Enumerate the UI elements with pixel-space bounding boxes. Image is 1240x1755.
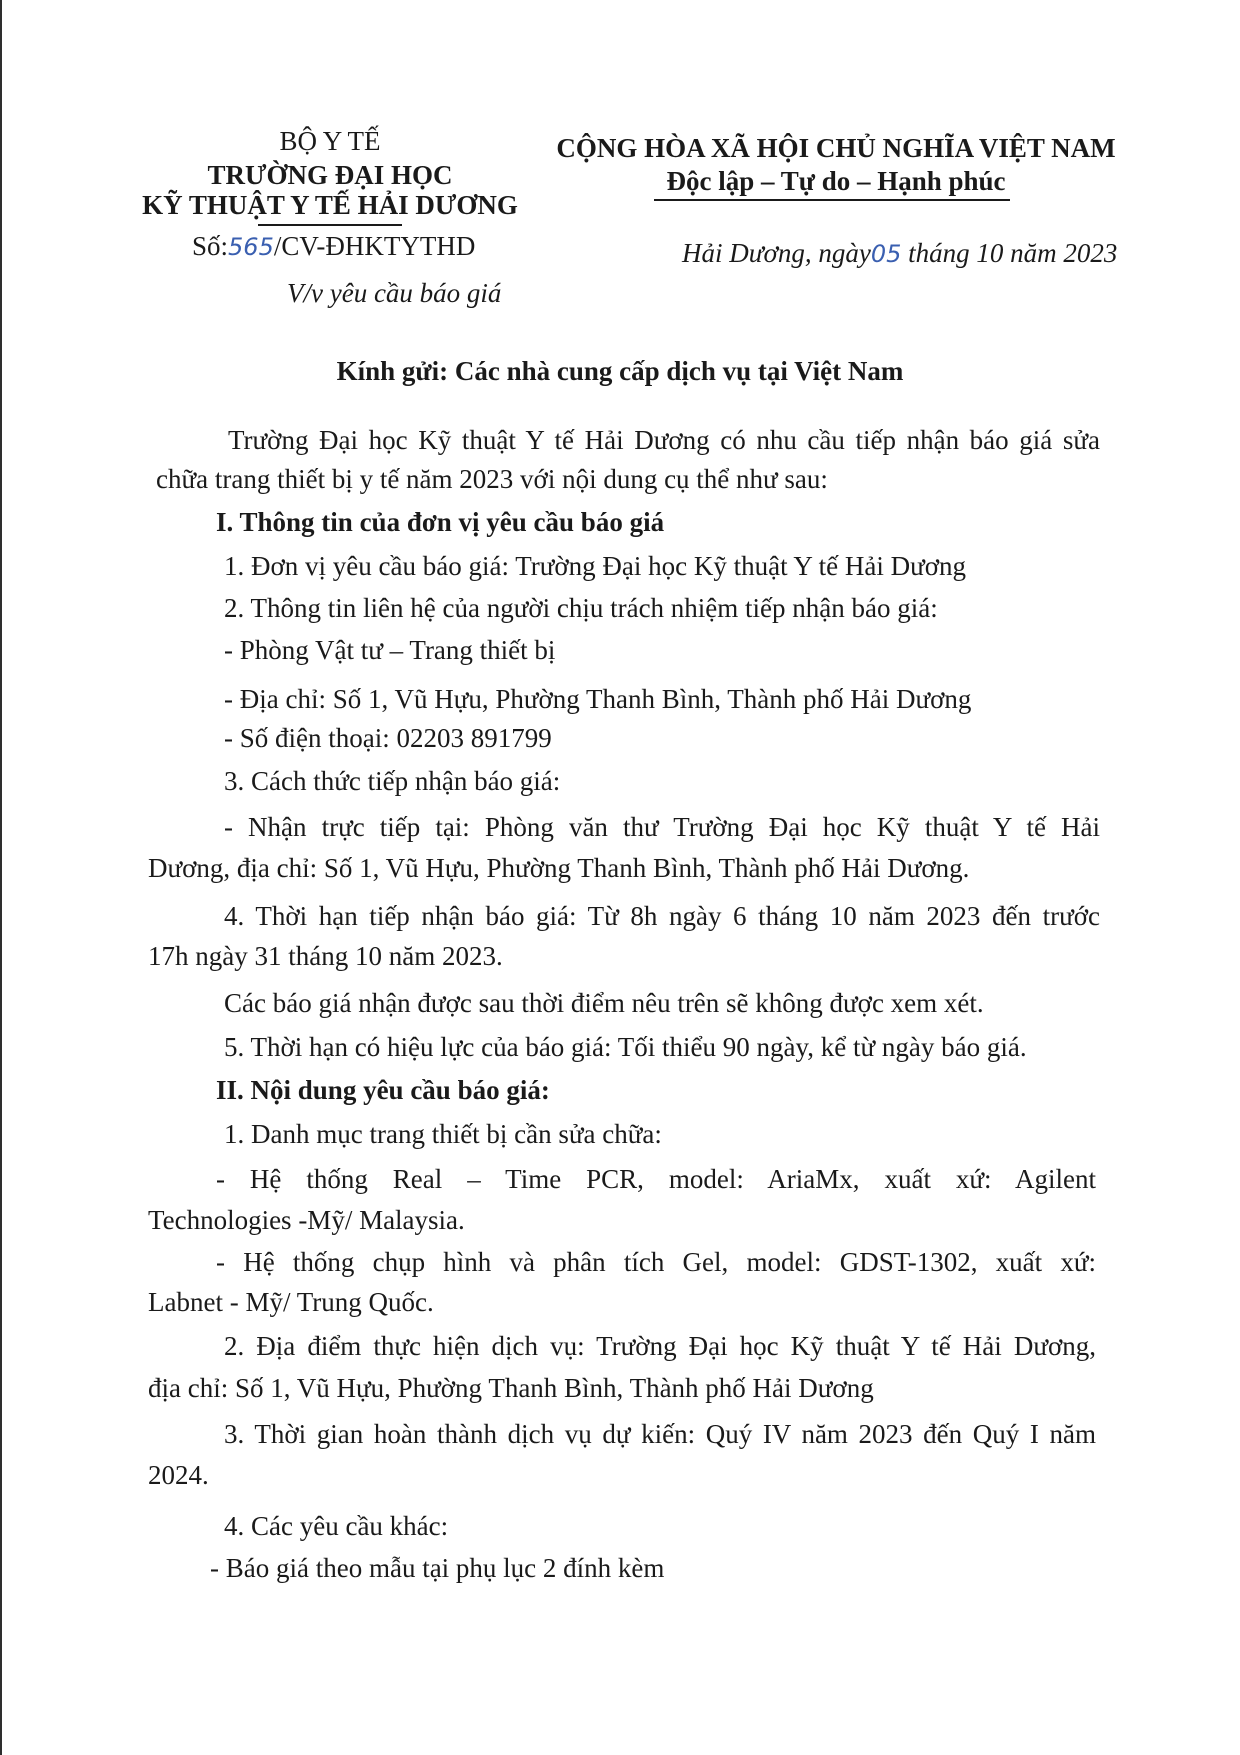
- country-name: CỘNG HÒA XÃ HỘI CHỦ NGHĨA VIỆT NAM: [556, 133, 1116, 163]
- document-subject: V/v yêu cầu báo giá: [287, 278, 502, 308]
- s1-direct-line-1: - Nhận trực tiếp tại: Phòng văn thư Trường Đại học Kỹ thuật Y tế Hải: [224, 812, 1100, 842]
- doc-no-handwritten: 565: [228, 233, 274, 261]
- school-name-line1: TRƯỜNG ĐẠI HỌC: [207, 160, 453, 190]
- section-1-heading: I. Thông tin của đơn vị yêu cầu báo giá: [216, 507, 665, 537]
- s2-item-2-line-1: 2. Địa điểm thực hiện dịch vụ: Trường Đại học Kỹ thuật Y tế Hải Dương,: [224, 1331, 1096, 1361]
- place-and-date: [682, 238, 1117, 269]
- intro-line-2: chữa trang thiết bị y tế năm 2023 với nội dung cụ thể như sau:: [156, 464, 828, 494]
- date-prefix: Hải Dương, ngày: [682, 238, 871, 268]
- s1-item-4-line-2: 17h ngày 31 tháng 10 năm 2023.: [148, 941, 503, 971]
- s2-pcr-line-1: - Hệ thống Real – Time PCR, model: AriaMx, xuất xứ: Agilent: [216, 1164, 1096, 1194]
- s1-item-3: 3. Cách thức tiếp nhận báo giá:: [224, 766, 561, 796]
- s2-item-2-line-2: địa chỉ: Số 1, Vũ Hựu, Phường Thanh Bình, Thành phố Hải Dương: [148, 1373, 874, 1403]
- s1-item-4-line-1: 4. Thời hạn tiếp nhận báo giá: Từ 8h ngày 6 tháng 10 năm 2023 đến trước: [224, 901, 1100, 931]
- s1-item-5: 5. Thời hạn có hiệu lực của báo giá: Tối thiểu 90 ngày, kể từ ngày báo giá.: [224, 1032, 1027, 1062]
- doc-no-label: Số:: [192, 231, 229, 261]
- date-day-handwritten: 05: [870, 240, 902, 268]
- document-number: [192, 231, 475, 262]
- s1-direct-line-2: Dương, địa chỉ: Số 1, Vũ Hựu, Phường Thanh Bình, Thành phố Hải Dương.: [148, 853, 970, 883]
- s1-address: - Địa chỉ: Số 1, Vũ Hựu, Phường Thanh Bình, Thành phố Hải Dương: [224, 684, 972, 714]
- s2-item-4: 4. Các yêu cầu khác:: [224, 1511, 449, 1541]
- s2-item-1: 1. Danh mục trang thiết bị cần sửa chữa:: [224, 1119, 662, 1149]
- s1-department: - Phòng Vật tư – Trang thiết bị: [224, 635, 556, 665]
- s1-phone: - Số điện thoại: 02203 891799: [224, 723, 552, 753]
- national-motto: Độc lập – Tự do – Hạnh phúc: [666, 166, 1006, 196]
- s1-late-notice: Các báo giá nhận được sau thời điểm nêu trên sẽ không được xem xét.: [224, 988, 984, 1018]
- page-scan-edge: [0, 0, 2, 1755]
- section-2-heading: II. Nội dung yêu cầu báo giá:: [216, 1075, 550, 1105]
- s2-quote-form: - Báo giá theo mẫu tại phụ lục 2 đính kèm: [210, 1553, 665, 1583]
- school-name-underline: [258, 224, 402, 226]
- s2-gel-line-1: - Hệ thống chụp hình và phân tích Gel, model: GDST-1302, xuất xứ:: [216, 1247, 1096, 1277]
- s2-item-3-line-2: 2024.: [148, 1460, 209, 1490]
- doc-no-suffix: /CV-ĐHKTYTHD: [273, 231, 476, 261]
- s2-gel-line-2: Labnet - Mỹ/ Trung Quốc.: [148, 1287, 434, 1317]
- date-suffix: tháng 10 năm 2023: [908, 238, 1118, 268]
- school-name-line2: KỸ THUẬT Y TẾ HẢI DƯƠNG: [142, 190, 518, 220]
- s2-pcr-line-2: Technologies -Mỹ/ Malaysia.: [148, 1205, 465, 1235]
- motto-underline: [654, 199, 1010, 201]
- s1-item-2: 2. Thông tin liên hệ của người chịu trách nhiệm tiếp nhận báo giá:: [224, 593, 938, 623]
- ministry-name: BỘ Y TẾ: [279, 126, 381, 156]
- intro-line-1: Trường Đại học Kỹ thuật Y tế Hải Dương có nhu cầu tiếp nhận báo giá sửa: [228, 425, 1100, 455]
- addressee: Kính gửi: Các nhà cung cấp dịch vụ tại Việt Nam: [336, 356, 904, 386]
- s2-item-3-line-1: 3. Thời gian hoàn thành dịch vụ dự kiến: Quý IV năm 2023 đến Quý I năm: [224, 1419, 1096, 1449]
- s1-item-1: 1. Đơn vị yêu cầu báo giá: Trường Đại học Kỹ thuật Y tế Hải Dương: [224, 551, 966, 581]
